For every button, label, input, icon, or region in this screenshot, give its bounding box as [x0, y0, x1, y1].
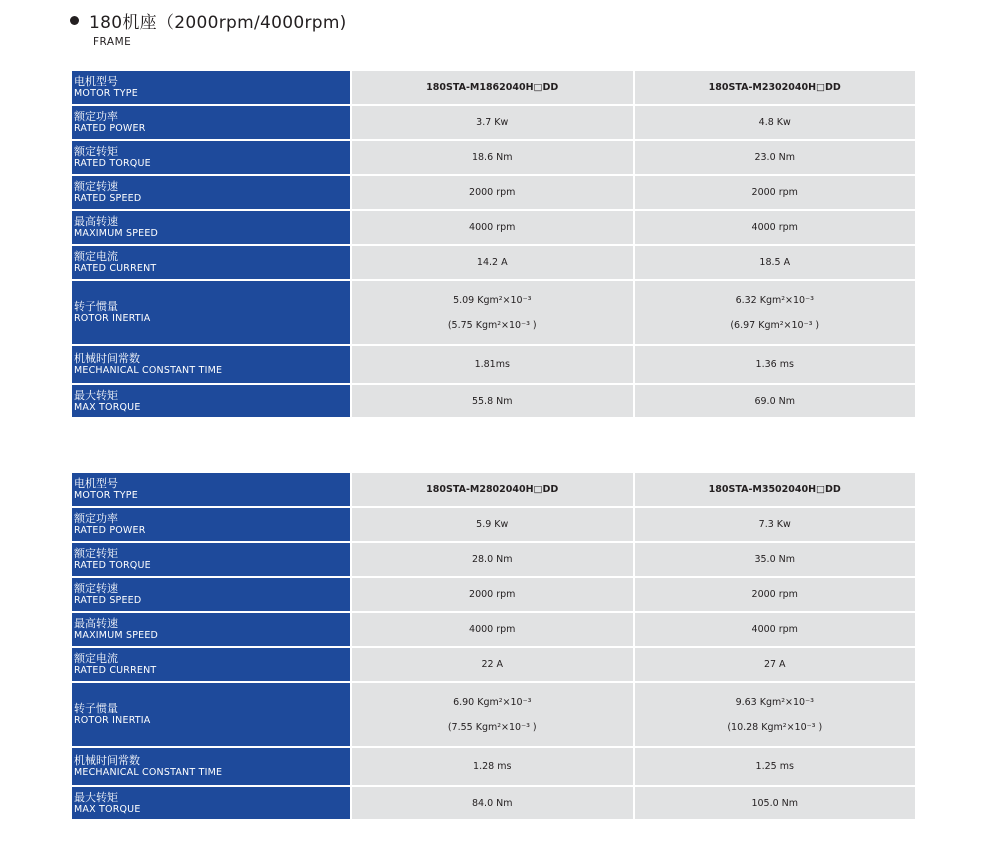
row-motor-type: [72, 473, 915, 506]
value-cell: 4.8 Kw: [633, 106, 916, 139]
row-mech-time: [72, 746, 915, 785]
label-max-speed: [72, 211, 352, 244]
value-cell: 18.6 Nm: [352, 141, 633, 174]
value-cell: 27 A: [633, 648, 916, 681]
label-en: RATED TORQUE: [74, 560, 151, 571]
row-motor-type: [72, 71, 915, 104]
label-rotor-inertia: [72, 281, 352, 344]
row-max-torque: [72, 383, 915, 417]
model-cell: 180STA-M2802040H□DD: [352, 473, 633, 506]
inertia-value: 9.63 Kgm²×10⁻³: [735, 696, 814, 708]
value-cell: 105.0 Nm: [633, 787, 916, 819]
value-cell: [633, 683, 916, 746]
inertia-value: 5.09 Kgm²×10⁻³: [453, 294, 532, 306]
label-mech-time: [72, 748, 352, 785]
page-header: [70, 8, 347, 48]
label-en: RATED POWER: [74, 123, 146, 134]
label-zh: 电机型号: [74, 477, 118, 490]
label-motor-type: [72, 473, 352, 506]
bullet-icon: [70, 16, 79, 25]
value-cell: 22 A: [352, 648, 633, 681]
label-motor-type: [72, 71, 352, 104]
value-cell: 69.0 Nm: [633, 385, 916, 417]
label-rated-speed: [72, 176, 352, 209]
row-rated-speed: [72, 576, 915, 611]
value-cell: 1.28 ms: [352, 748, 633, 785]
row-rated-power: [72, 506, 915, 541]
label-max-torque: [72, 787, 352, 819]
value-cell: 4000 rpm: [633, 211, 916, 244]
label-en: RATED SPEED: [74, 193, 142, 204]
row-max-speed: [72, 209, 915, 244]
label-en: ROTOR INERTIA: [74, 715, 151, 726]
label-zh: 最大转矩: [74, 388, 118, 402]
row-rotor-inertia: [72, 681, 915, 746]
value-cell: 3.7 Kw: [352, 106, 633, 139]
inertia-alt-value: (10.28 Kgm²×10⁻³ ): [727, 721, 823, 733]
spec-table-1: [72, 71, 915, 417]
title-row: [70, 8, 347, 33]
label-zh: 机械时间常数: [74, 352, 140, 365]
row-rated-current: [72, 646, 915, 681]
value-cell: [633, 281, 916, 344]
value-cell: 1.81ms: [352, 346, 633, 383]
label-zh: 额定转矩: [74, 145, 118, 158]
label-mech-time: [72, 346, 352, 383]
label-en: RATED TORQUE: [74, 158, 151, 169]
value-cell: 2000 rpm: [633, 176, 916, 209]
row-rotor-inertia: [72, 279, 915, 344]
label-rated-power: [72, 106, 352, 139]
value-cell: 4000 rpm: [633, 613, 916, 646]
value-cell: 7.3 Kw: [633, 508, 916, 541]
label-zh: 额定功率: [74, 512, 118, 525]
label-zh: 额定电流: [74, 652, 118, 665]
inertia-value: 6.32 Kgm²×10⁻³: [735, 294, 814, 306]
value-cell: [352, 683, 633, 746]
label-zh: 转子惯量: [74, 702, 118, 715]
value-cell: 28.0 Nm: [352, 543, 633, 576]
model-cell: 180STA-M1862040H□DD: [352, 71, 633, 104]
label-en: RATED POWER: [74, 525, 146, 536]
inertia-alt-value: (6.97 Kgm²×10⁻³ ): [730, 319, 820, 331]
label-en: MAXIMUM SPEED: [74, 630, 159, 641]
value-cell: 4000 rpm: [352, 211, 633, 244]
label-zh: 最高转速: [74, 617, 118, 630]
row-max-torque: [72, 785, 915, 819]
label-rated-torque: [72, 543, 352, 576]
value-cell: 18.5 A: [633, 246, 916, 279]
row-rated-torque: [72, 139, 915, 174]
row-rated-torque: [72, 541, 915, 576]
value-cell: 23.0 Nm: [633, 141, 916, 174]
label-en: RATED CURRENT: [74, 665, 157, 676]
row-mech-time: [72, 344, 915, 383]
value-cell: 2000 rpm: [352, 578, 633, 611]
value-cell: 5.9 Kw: [352, 508, 633, 541]
model-cell: 180STA-M2302040H□DD: [633, 71, 916, 104]
row-rated-power: [72, 104, 915, 139]
row-max-speed: [72, 611, 915, 646]
label-zh: 额定转速: [74, 180, 118, 193]
label-zh: 额定功率: [74, 110, 118, 123]
label-en: MAX TORQUE: [74, 401, 141, 413]
label-rotor-inertia: [72, 683, 352, 746]
label-en: RATED SPEED: [74, 595, 142, 606]
label-rated-current: [72, 246, 352, 279]
label-en: RATED CURRENT: [74, 263, 157, 274]
label-en: MAXIMUM SPEED: [74, 228, 159, 239]
label-zh: 额定转矩: [74, 547, 118, 560]
label-rated-power: [72, 508, 352, 541]
value-cell: 2000 rpm: [352, 176, 633, 209]
spec-table-2: [72, 473, 915, 819]
value-cell: 55.8 Nm: [352, 385, 633, 417]
page-subtitle: FRAME: [93, 36, 132, 48]
label-en: MECHANICAL CONSTANT TIME: [74, 767, 223, 778]
model-cell: 180STA-M3502040H□DD: [633, 473, 916, 506]
label-zh: 电机型号: [74, 75, 118, 88]
row-rated-speed: [72, 174, 915, 209]
label-rated-speed: [72, 578, 352, 611]
value-cell: [352, 281, 633, 344]
value-cell: 4000 rpm: [352, 613, 633, 646]
label-en: MECHANICAL CONSTANT TIME: [74, 365, 223, 376]
label-zh: 额定电流: [74, 250, 118, 263]
label-zh: 最高转速: [74, 215, 118, 228]
value-cell: 14.2 A: [352, 246, 633, 279]
inertia-alt-value: (5.75 Kgm²×10⁻³ ): [447, 319, 537, 331]
value-cell: 1.25 ms: [633, 748, 916, 785]
inertia-alt-value: (7.55 Kgm²×10⁻³ ): [447, 721, 537, 733]
label-zh: 转子惯量: [74, 300, 118, 313]
row-rated-current: [72, 244, 915, 279]
value-cell: 35.0 Nm: [633, 543, 916, 576]
label-en: MAX TORQUE: [74, 803, 141, 815]
label-zh: 额定转速: [74, 582, 118, 595]
label-max-torque: [72, 385, 352, 417]
label-max-speed: [72, 613, 352, 646]
page-title: 180机座（2000rpm/4000rpm): [89, 13, 347, 33]
value-cell: 84.0 Nm: [352, 787, 633, 819]
label-rated-torque: [72, 141, 352, 174]
label-en: MOTOR TYPE: [74, 490, 138, 501]
label-en: ROTOR INERTIA: [74, 313, 151, 324]
inertia-value: 6.90 Kgm²×10⁻³: [453, 696, 532, 708]
value-cell: 1.36 ms: [633, 346, 916, 383]
label-zh: 机械时间常数: [74, 754, 140, 767]
label-rated-current: [72, 648, 352, 681]
label-en: MOTOR TYPE: [74, 88, 138, 99]
label-zh: 最大转矩: [74, 790, 118, 804]
value-cell: 2000 rpm: [633, 578, 916, 611]
